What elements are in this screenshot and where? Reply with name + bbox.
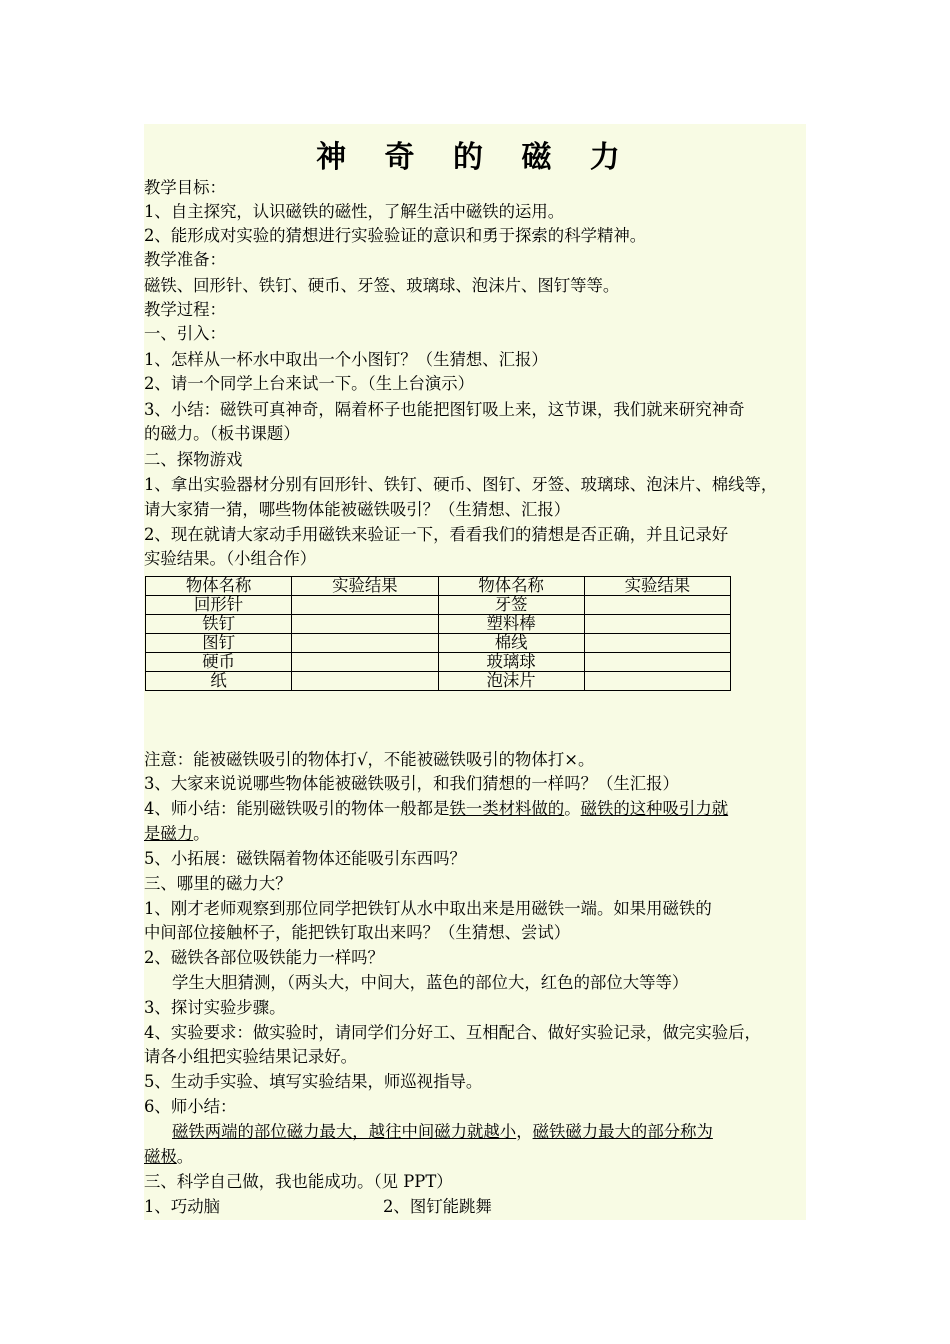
text-line: 3、大家来说说哪些物体能被磁铁吸引，和我们猜想的一样吗？（生汇报） [144,774,679,793]
table-cell: 铁钉 [146,615,292,634]
table-cell [292,596,438,615]
text-line: 的磁力。（板书课题） [144,424,300,443]
table-header: 实验结果 [292,577,438,596]
text-line: 4、实验要求：做实验时，请同学们分好工、互相配合、做好实验记录，做完实验后， [144,1023,761,1042]
note-line: 注意：能被磁铁吸引的物体打√，不能被磁铁吸引的物体打×。 [144,750,595,769]
text-line: 学生大胆猜测，（两头大，中间大，蓝色的部位大，红色的部位大等等） [172,973,689,992]
text-line: 5、小拓展：磁铁隔着物体还能吸引东西吗？ [144,849,466,868]
text-line: 实验结果。（小组合作） [144,549,317,568]
table-cell: 塑料棒 [438,615,584,634]
text-line: 二、探物游戏 [144,450,243,469]
text-span: 。 [564,799,581,818]
table-header: 物体名称 [438,577,584,596]
text-line: 2、能形成对实验的猜想进行实验验证的意识和勇于探索的科学精神。 [144,226,647,245]
text-line: 1、怎样从一杯水中取出一个小图钉？（生猜想、汇报） [144,350,548,369]
table-header: 实验结果 [584,577,730,596]
table-cell [584,596,730,615]
text-line: 6、师小结： [144,1097,237,1116]
text-line: 磁铁、回形针、铁钉、硬币、牙签、玻璃球、泡沫片、图钉等等。 [144,276,620,295]
text-line: 5、生动手实验、填写实验结果，师巡视指导。 [144,1072,483,1091]
table-cell [292,634,438,653]
table-cell: 纸 [146,672,292,691]
text-span: ， [516,1122,533,1141]
table-cell [292,653,438,672]
text-line: 教学目标： [144,178,226,197]
table-row [146,615,731,634]
document-page [144,124,806,1220]
conclusion-line [172,1120,713,1144]
table-cell: 硬币 [146,653,292,672]
table-cell: 玻璃球 [438,653,584,672]
experiment-table [145,576,731,691]
table-cell: 回形针 [146,596,292,615]
text-line: 教学准备： [144,250,226,269]
table-cell: 牙签 [438,596,584,615]
text-line: 请各小组把实验结果记录好。 [144,1047,358,1066]
text-line: 3、小结：磁铁可真神奇，隔着杯子也能把图钉吸上来，这节课，我们就来研究神奇 [144,400,745,419]
table-row [146,596,731,615]
table-header-row [146,577,731,596]
underlined-text: 磁铁两端的部位磁力最大，越往中间磁力就越小 [172,1122,517,1141]
underlined-text: 是磁力 [144,824,194,843]
underlined-text: 磁极 [144,1147,177,1166]
text-line: 教学过程： [144,300,226,319]
text-line: 2、磁铁各部位吸铁能力一样吗？ [144,948,384,967]
table-cell [584,653,730,672]
table-row [146,634,731,653]
text-span: 。 [193,824,210,843]
text-line: 请大家猜一猜，哪些物体能被磁铁吸引？（生猜想、汇报） [144,500,571,519]
text-line: 2、请一个同学上台来试一下。（生上台演示） [144,374,475,393]
summary-line [144,797,728,821]
summary-line-cont [144,822,210,846]
underlined-text: 铁一类材料做的 [449,799,565,818]
table-cell [584,615,730,634]
table-cell [584,634,730,653]
table-cell [584,672,730,691]
text-span: 。 [176,1147,194,1166]
section-heading: 三、哪里的磁力大？ [144,874,292,893]
section-heading: 三、科学自己做，我也能成功。（见 PPT） [144,1172,453,1191]
table-cell: 泡沫片 [438,672,584,691]
table-cell [292,672,438,691]
table-row [146,672,731,691]
page-title: 神 奇 的 磁 力 [316,140,634,175]
text-line: 1、拿出实验器材分别有回形针、铁钉、硬币、图钉、牙签、玻璃球、泡沫片、棉线等， [144,475,778,494]
underlined-text: 磁铁的这种吸引力就 [580,799,729,818]
text-line: 1、自主探究，认识磁铁的磁性，了解生活中磁铁的运用。 [144,202,565,221]
text-line: 2、现在就请大家动手用磁铁来验证一下，看看我们的猜想是否正确，并且记录好 [144,525,729,544]
table-cell: 图钉 [146,634,292,653]
table-header: 物体名称 [146,577,292,596]
text-line: 1、刚才老师观察到那位同学把铁钉从水中取出来是用磁铁一端。如果用磁铁的 [144,899,712,918]
conclusion-line-cont [144,1145,193,1169]
text-line: 3、探讨实验步骤。 [144,998,286,1017]
underlined-text: 磁铁磁力最大的部分称为 [532,1122,713,1141]
text-line: 2、图钉能跳舞 [383,1197,492,1216]
text-span: 4、师小结：能别磁铁吸引的物体一般都是 [144,799,450,818]
table-cell: 棉线 [438,634,584,653]
text-line: 中间部位接触杯子，能把铁钉取出来吗？（生猜想、尝试） [144,923,571,942]
text-line: 1、巧动脑 [144,1197,220,1216]
table-row [146,653,731,672]
table-cell [292,615,438,634]
text-line: 一、引入： [144,324,226,343]
